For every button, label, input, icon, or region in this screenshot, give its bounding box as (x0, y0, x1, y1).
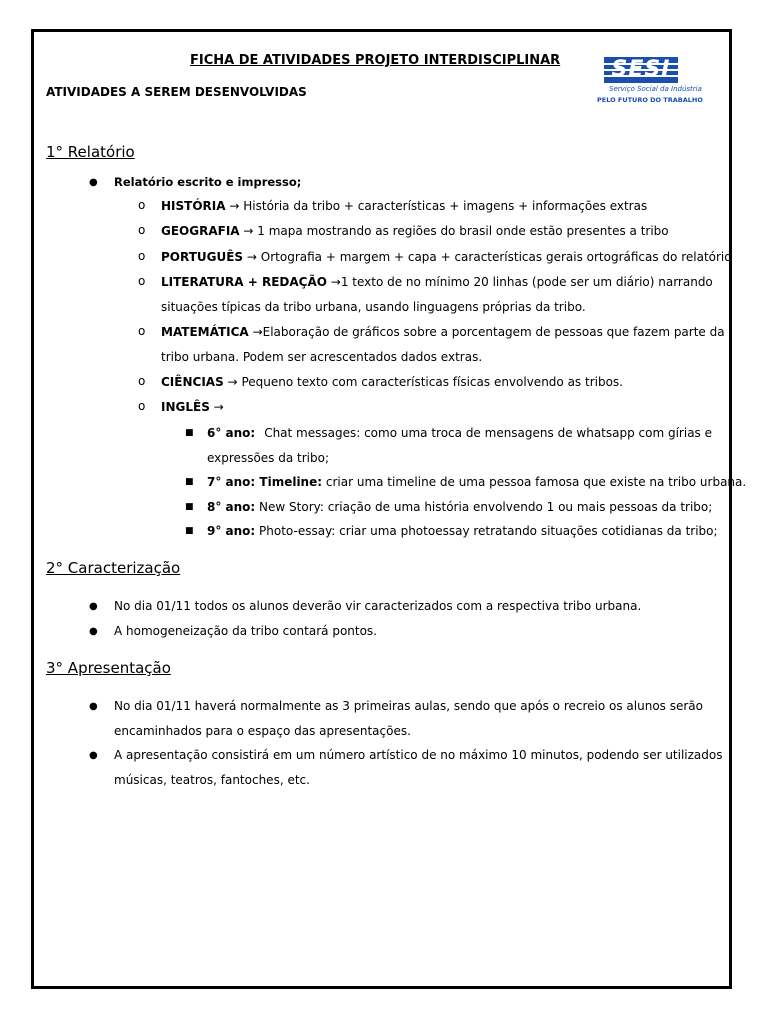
page-title: FICHA DE ATIVIDADES PROJETO INTERDISCIPLINAR (190, 53, 561, 68)
list-item-matematica: MATEMÁTICA → Elaboração de gráficos sobre a porcentagem de pessoas que fazem parte da (161, 325, 725, 339)
sesi-logo-box (604, 57, 678, 83)
english-item-7ano: 7° ano: Timeline: criar uma timeline de uma pessoa famosa que existe na tribo urbana. (207, 475, 747, 489)
circle-bullet-icon: o (138, 324, 146, 338)
section-2-item: No dia 01/11 todos os alunos deverão vir caracterizados com a respectiva tribo urbana. (114, 599, 642, 613)
english-item-9ano: 9° ano: Photo-essay: criar uma photoessay retratando situações cotidianas da tribo; (207, 524, 718, 538)
bullet-icon: ● (89, 601, 98, 612)
list-item-geografia: GEOGRAFIA → 1 mapa mostrando as regiões do brasil onde estão presentes a tribo (161, 224, 669, 238)
list-item-ingles: INGLÊS → (161, 400, 224, 414)
circle-bullet-icon: o (138, 374, 146, 388)
english-item-6ano: 6° ano: Chat messages: como uma troca de mensagens de whatsapp com gírias e (207, 426, 712, 440)
square-bullet-icon: ■ (185, 428, 194, 438)
sesi-logo (593, 52, 709, 108)
section-3-item: No dia 01/11 haverá normalmente as 3 primeiras aulas, sendo que após o recreio os alunos serão (114, 699, 704, 713)
list-item-literatura-cont: situações típicas da tribo urbana, usando linguagens próprias da tribo. (161, 300, 586, 314)
bullet-icon: ● (89, 626, 98, 637)
english-item-6ano-cont: expressões da tribo; (207, 451, 329, 465)
square-bullet-icon: ■ (185, 477, 194, 487)
bullet-icon: ● (89, 177, 98, 188)
section-3-item-cont: músicas, teatros, fantoches, etc. (114, 773, 310, 787)
list-item-portugues: PORTUGUÊS → Ortografia + margem + capa + características gerais ortográficas do relatório (161, 250, 732, 264)
bullet-icon: ● (89, 750, 98, 761)
square-bullet-icon: ■ (185, 526, 194, 536)
sesi-logo-tagline: Serviço Social da Indústria (609, 85, 702, 93)
section-3-item: A apresentação consistirá em um número artístico de no máximo 10 minutos, podendo ser utilizados (114, 748, 723, 762)
circle-bullet-icon: o (138, 198, 146, 212)
circle-bullet-icon: o (138, 274, 146, 288)
list-item-historia: HISTÓRIA → História da tribo + características + imagens + informações extras (161, 199, 648, 213)
sesi-logo-word: SESI (611, 57, 671, 82)
circle-bullet-icon: o (138, 399, 146, 413)
square-bullet-icon: ■ (185, 502, 194, 512)
section-2-heading: 2° Caracterização (46, 559, 181, 577)
circle-bullet-icon: o (138, 249, 146, 263)
section-1-bullet: Relatório escrito e impresso; (114, 175, 302, 189)
list-item-ciencias: CIÊNCIAS → Pequeno texto com características físicas envolvendo as tribos. (161, 375, 623, 389)
section-2-item: A homogeneização da tribo contará pontos. (114, 624, 377, 638)
section-3-heading: 3° Apresentação (46, 659, 171, 677)
page-subtitle: ATIVIDADES A SEREM DESENVOLVIDAS (46, 85, 307, 99)
section-1-heading: 1° Relatório (46, 143, 135, 161)
list-item-literatura: LITERATURA + REDAÇÃO → 1 texto de no mínimo 20 linhas (pode ser um diário) narrando (161, 275, 713, 289)
list-item-matematica-cont: tribo urbana. Podem ser acrescentados dados extras. (161, 350, 483, 364)
sesi-logo-slogan: PELO FUTURO DO TRABALHO (597, 96, 703, 104)
circle-bullet-icon: o (138, 223, 146, 237)
english-item-8ano: 8° ano: New Story: criação de uma história envolvendo 1 ou mais pessoas da tribo; (207, 500, 713, 514)
bullet-icon: ● (89, 701, 98, 712)
section-3-item-cont: encaminhados para o espaço das apresentações. (114, 724, 411, 738)
